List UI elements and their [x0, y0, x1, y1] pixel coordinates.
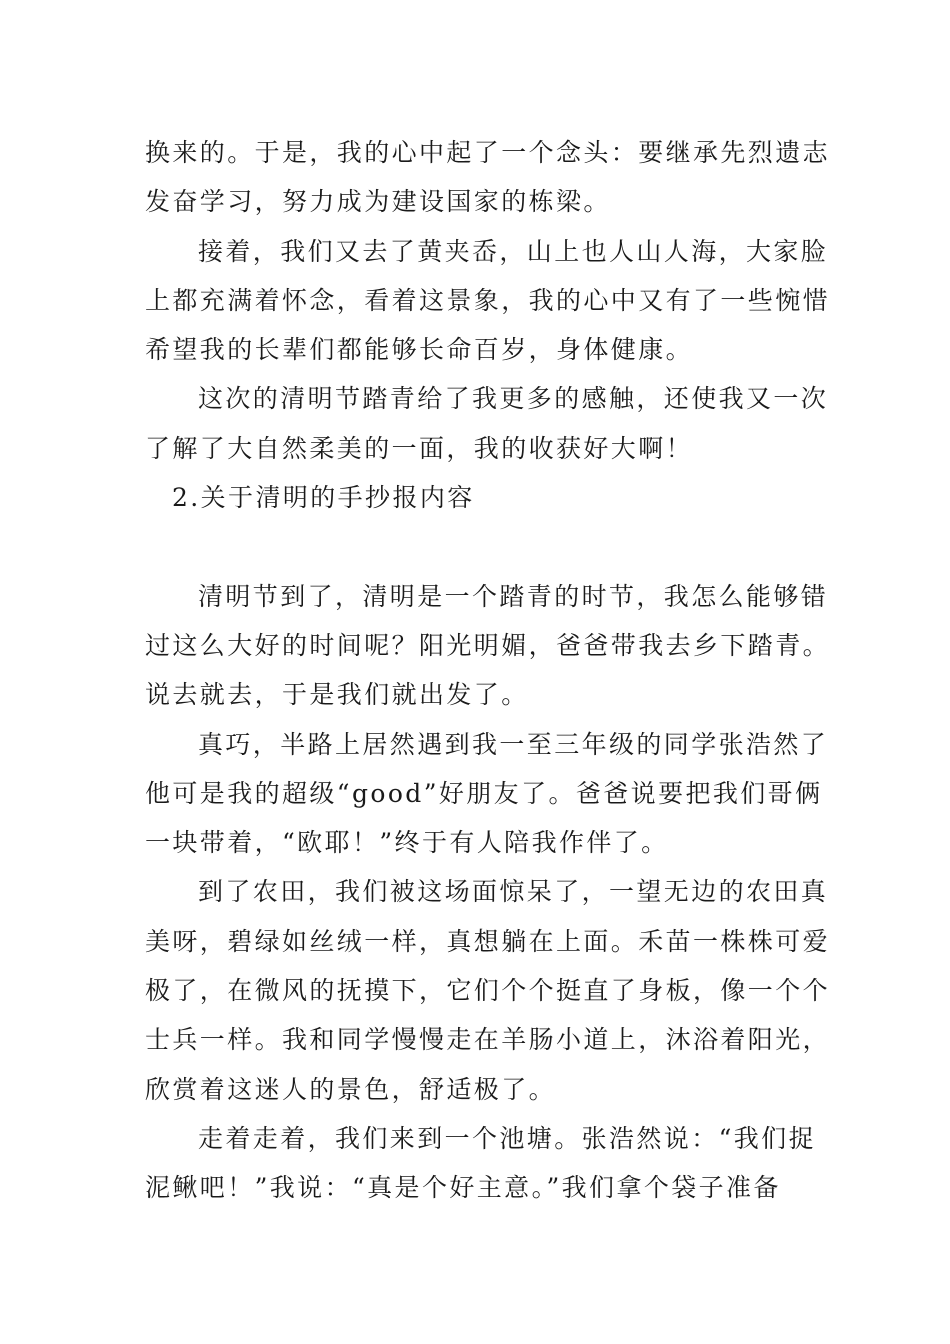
document-body [145, 128, 831, 1213]
paragraph [145, 227, 831, 375]
paragraph [145, 374, 829, 473]
text-line: 真巧，半路上居然遇到我一至三年级的同学张浩然了 [198, 729, 829, 759]
text-line: 清明节到了，清明是一个踏青的时节，我怎么能够错 [198, 581, 829, 611]
text-line: 极了，在微风的抚摸下，它们个个挺直了身板，像一个个 [145, 976, 831, 1006]
text-line: 上都充满着怀念，看着这景象，我的心中又有了一些惋惜 [145, 285, 831, 315]
paragraph [145, 720, 829, 868]
text-line: 这次的清明节踏青给了我更多的感触，还使我又一次 [198, 384, 829, 414]
text-line: 过这么大好的时间呢？阳光明媚，爸爸带我去乡下踏青。 [145, 630, 831, 660]
paragraph [145, 572, 831, 720]
text-line: 他可是我的超级“good”好朋友了。爸爸说要把我们哥俩 [145, 778, 823, 808]
text-line: 接着，我们又去了黄夹岙，山上也人山人海，大家脸 [198, 236, 829, 266]
text-line: 泥鳅吧！”我说：“真是个好主意。”我们拿个袋子准备 [145, 1173, 781, 1203]
paragraph [145, 128, 831, 227]
text-line: 欣赏着这迷人的景色，舒适极了。 [145, 1074, 557, 1104]
paragraph [145, 1114, 816, 1213]
text-line: 希望我的长辈们都能够长命百岁，身体健康。 [145, 335, 694, 365]
text-line: 换来的。于是，我的心中起了一个念头：要继承先烈遗志 [145, 138, 831, 167]
text-line: 到了农田，我们被这场面惊呆了，一望无边的农田真 [198, 877, 829, 907]
text-line: 走着走着，我们来到一个池塘。张浩然说：“我们捉 [198, 1123, 816, 1153]
blank-line [145, 522, 807, 571]
text-line: 美呀，碧绿如丝绒一样，真想躺在上面。禾苗一株株可爱 [145, 926, 831, 956]
paragraph [145, 867, 831, 1113]
text-line: 了解了大自然柔美的一面，我的收获好大啊！ [145, 433, 694, 463]
section-heading [145, 473, 807, 522]
heading-text: 2.关于清明的手抄报内容 [172, 483, 475, 513]
text-line: 一块带着，“欧耶！”终于有人陪我作伴了。 [145, 828, 669, 858]
text-line: 发奋学习，努力成为建设国家的栋梁。 [145, 187, 611, 217]
text-line: 士兵一样。我和同学慢慢走在羊肠小道上，沐浴着阳光， [145, 1025, 831, 1055]
text-line: 说去就去，于是我们就出发了。 [145, 680, 529, 710]
